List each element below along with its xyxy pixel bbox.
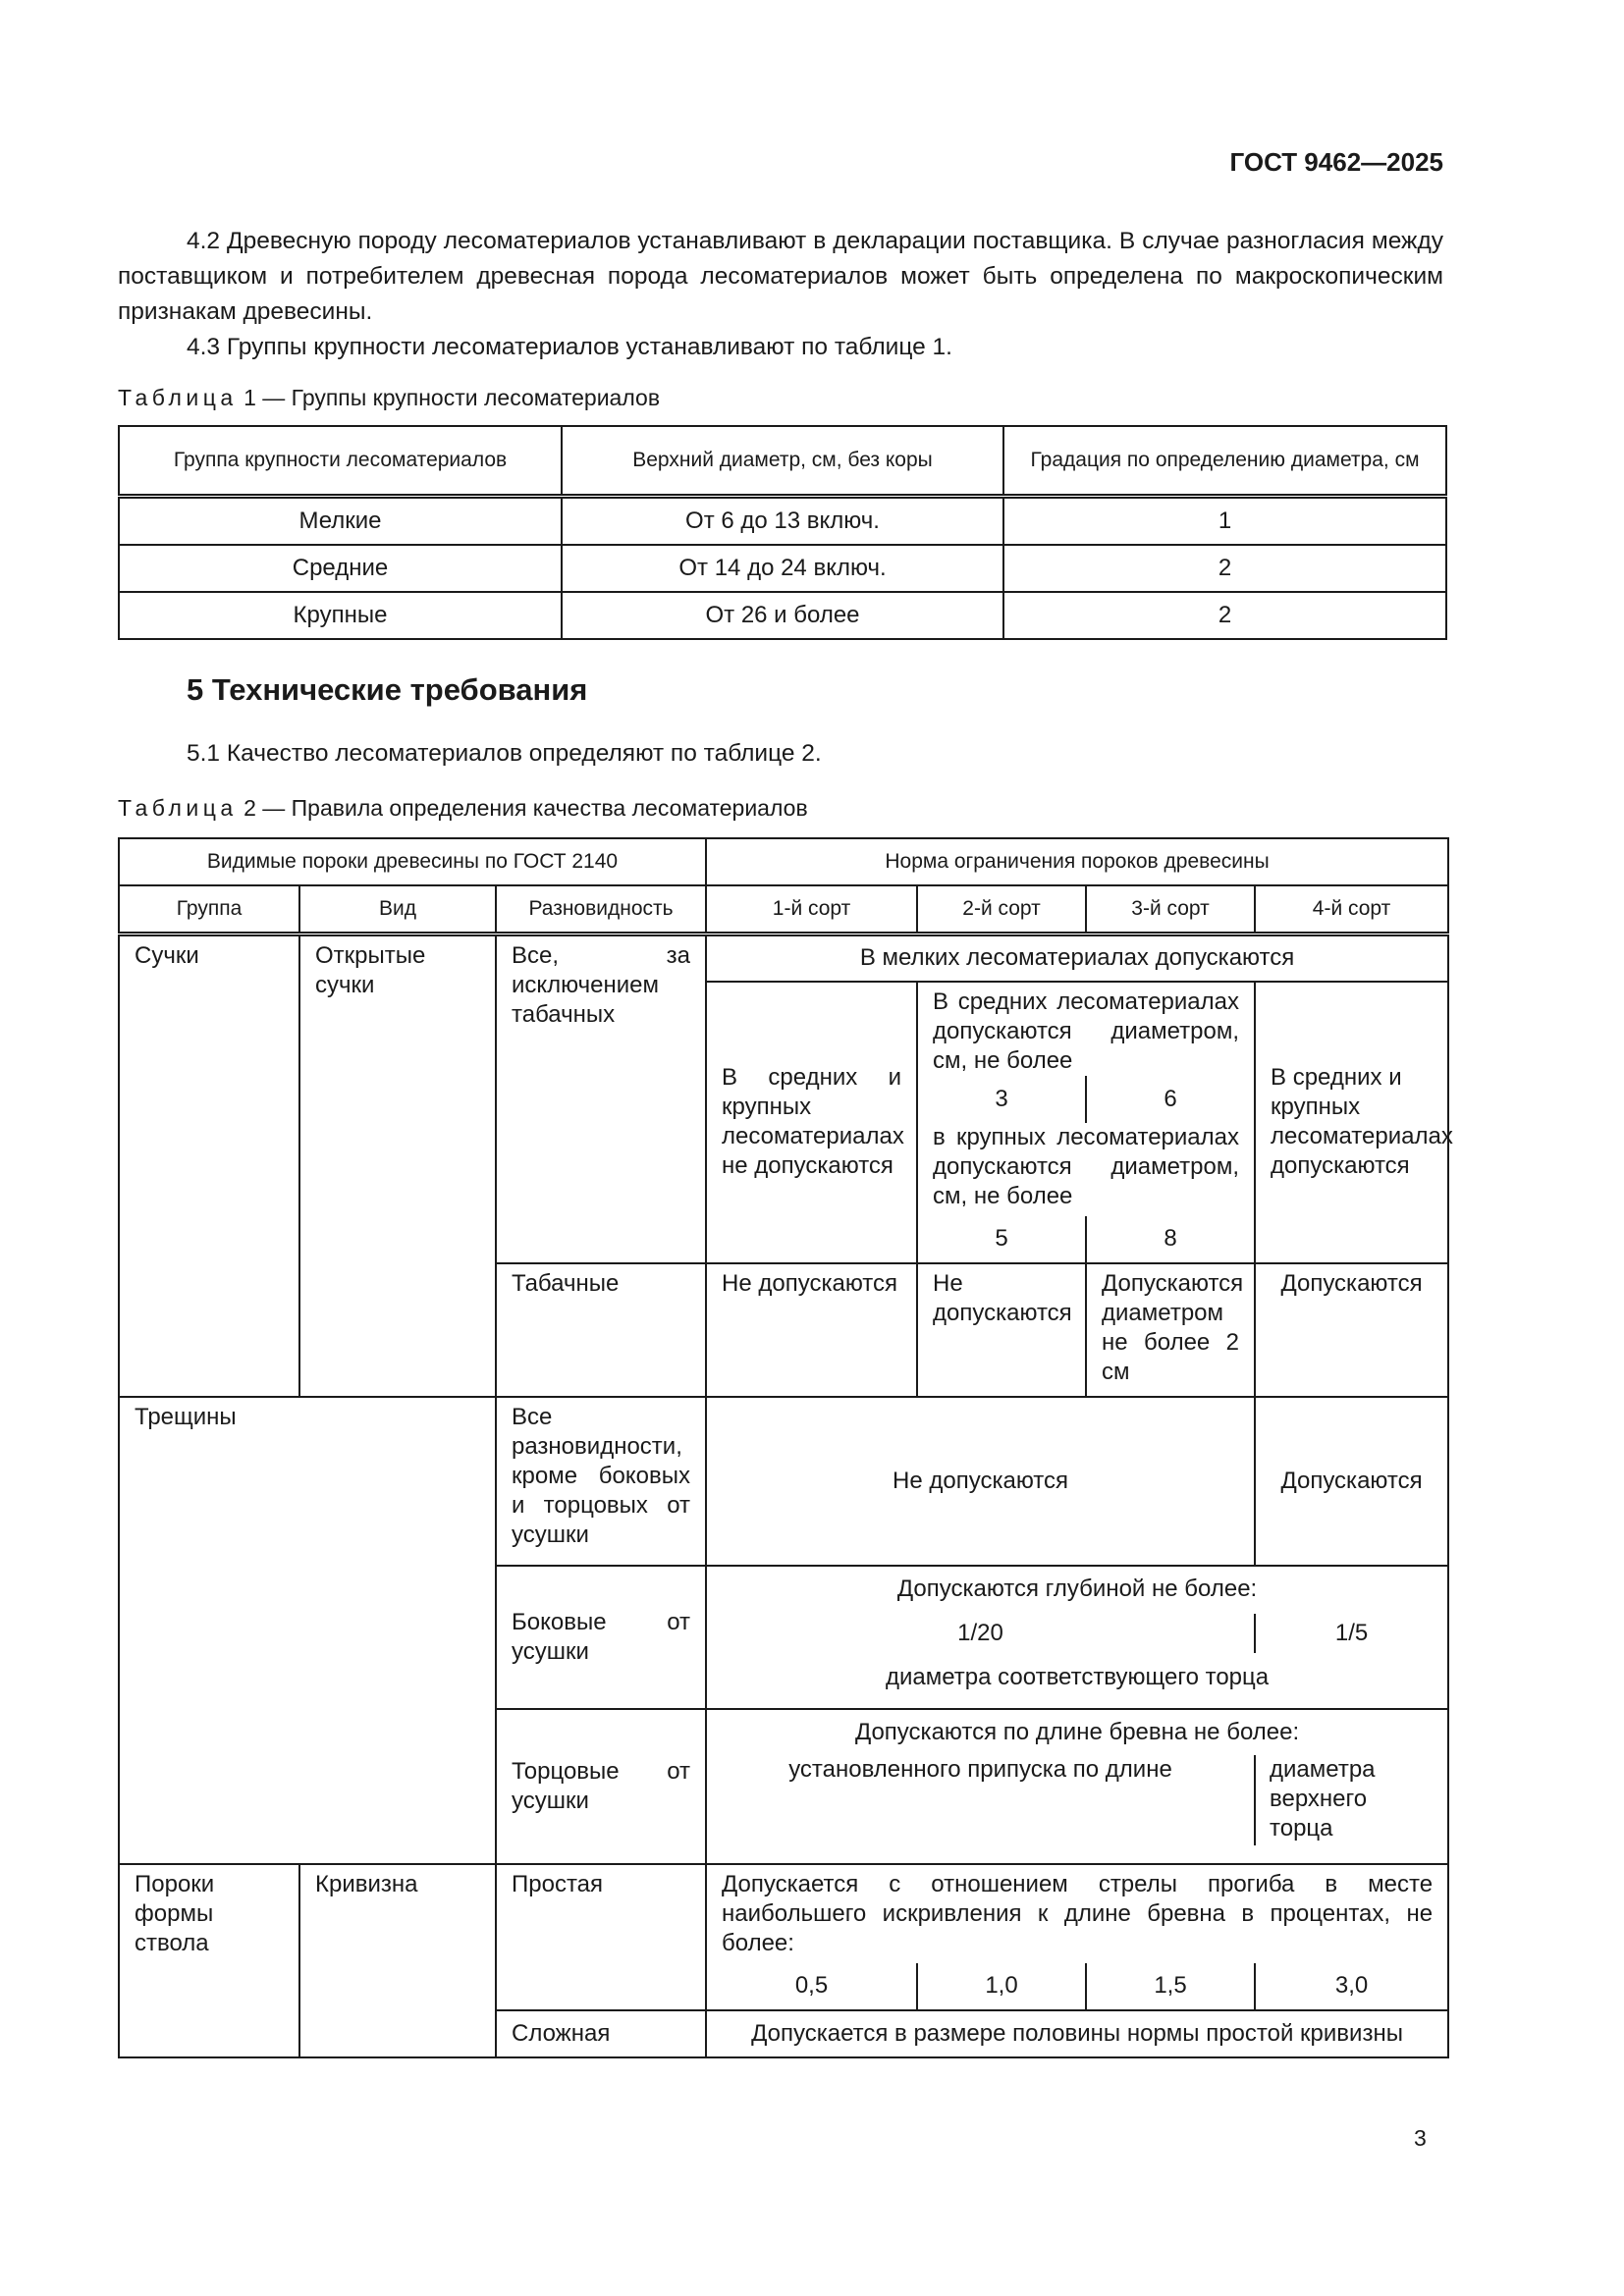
header-grade-1: 1-й сорт — [706, 885, 917, 934]
table-row — [119, 545, 1446, 592]
cell-tobacco-grade-4: Допускаются — [1255, 1263, 1448, 1397]
cell-shape-v2-text: Допускается в размере половины нормы простой кривизны — [706, 2010, 1448, 2057]
cell-knots-variety-1: Все, за исключением табачных — [496, 934, 706, 1263]
table-header-row — [119, 885, 1448, 934]
cell-cracks-group: Трещины — [119, 1397, 496, 1864]
cell-knots-large-grade-3: 8 — [1086, 1216, 1255, 1263]
cell-cracks-variety-1: Все разновидности, кроме боковых и торцовых от усушки — [496, 1397, 706, 1566]
cell-knots-variety-2: Табачные — [496, 1263, 706, 1397]
table2-caption — [118, 795, 808, 822]
cell-knots-large-grade-2: 5 — [917, 1216, 1086, 1263]
header-cell: Градация по определению диаметра, см — [1003, 426, 1446, 497]
cracks-v3-values — [707, 1755, 1447, 1845]
cell-knots-group: Сучки — [119, 934, 299, 1397]
header-grade-4: 4-й сорт — [1255, 885, 1448, 934]
table-header-row — [119, 426, 1446, 497]
cell-knots-medium-grade-3: 6 — [1086, 1076, 1255, 1123]
cracks-v2-grade-4: 1/5 — [1254, 1614, 1447, 1653]
cell-shape-v1-grade-2: 1,0 — [917, 1963, 1086, 2010]
cell-knots-grade-1: В средних и крупных лесоматериалах не допускаются — [706, 982, 917, 1263]
table-cell: Крупные — [119, 592, 562, 639]
header-variety: Разновидность — [496, 885, 706, 934]
cell-shape-variety-1: Простая — [496, 1864, 706, 2010]
cell-shape-v1-grade-1: 0,5 — [706, 1963, 917, 2010]
header-group: Группа — [119, 885, 299, 934]
cell-cracks-v1-grade-4: Допускаются — [1255, 1397, 1448, 1566]
cracks-v2-values — [707, 1614, 1447, 1653]
table-header-row — [119, 838, 1448, 885]
cell-shape-variety-2: Сложная — [496, 2010, 706, 2057]
cell-knots-grade-4: В средних и крупных лесоматериалах допускаются — [1255, 982, 1448, 1263]
cell-shape-v1-grade-4: 3,0 — [1255, 1963, 1448, 2010]
cell-knots-kind: Открытые сучки — [299, 934, 496, 1397]
table-cell: От 6 до 13 включ. — [562, 497, 1003, 546]
table-row — [119, 497, 1446, 546]
table2-caption-label: Таблица — [118, 795, 238, 821]
table-row — [119, 1397, 1448, 1566]
header-grade-3: 3-й сорт — [1086, 885, 1255, 934]
header-norm: Норма ограничения пороков древесины — [706, 838, 1448, 885]
table1-caption-text: 1 — Группы крупности лесоматериалов — [244, 385, 661, 410]
cracks-v2-value: 1/20 — [957, 1619, 1003, 1646]
document-number: ГОСТ 9462—2025 — [1229, 147, 1443, 177]
cell-cracks-v2-norm — [706, 1566, 1448, 1709]
table-cell: 2 — [1003, 545, 1446, 592]
cracks-v3-top: Допускаются по длине бревна не более: — [854, 1718, 1300, 1745]
cell-shape-kind: Кривизна — [299, 1864, 496, 2057]
header-cell: Верхний диаметр, см, без коры — [562, 426, 1003, 497]
table1-caption-label: Таблица — [118, 385, 238, 410]
section-5-title: 5 Технические требования — [187, 672, 588, 707]
table-row — [119, 1864, 1448, 1963]
cracks-v2-bottom: диаметра соответствующего торца — [885, 1663, 1270, 1690]
table-cell: От 14 до 24 включ. — [562, 545, 1003, 592]
table-size-groups — [118, 425, 1447, 640]
cell-tobacco-grade-2: Не допускаются — [917, 1263, 1086, 1397]
cell-tobacco-grade-1: Не допускаются — [706, 1263, 917, 1397]
header-defects: Видимые пороки древесины по ГОСТ 2140 — [119, 838, 706, 885]
header-kind: Вид — [299, 885, 496, 934]
paragraph-4-3: 4.3 Группы крупности лесоматериалов устанавливают по таблице 1. — [187, 334, 952, 360]
table-row — [119, 934, 1448, 982]
cracks-v2-top: Допускаются глубиной не более: — [896, 1575, 1258, 1602]
table-cell: Средние — [119, 545, 562, 592]
table-cell: 1 — [1003, 497, 1446, 546]
cell-knots-medium-text: В средних лесоматериалах допускаются диаметром, см, не более — [917, 982, 1255, 1076]
header-cell: Группа крупности лесоматериалов — [119, 426, 562, 497]
cell-shape-group: Пороки формы ствола — [119, 1864, 299, 2057]
cell-cracks-v3-norm — [706, 1709, 1448, 1864]
cell-tobacco-grade-3: Допускаются диаметром не более 2 см — [1086, 1263, 1255, 1397]
table-cell: Мелкие — [119, 497, 562, 546]
table-row — [119, 592, 1446, 639]
table2-caption-text: 2 — Правила определения качества лесоматериалов — [244, 795, 808, 821]
cell-cracks-v1-norm: Не допускаются — [706, 1397, 1255, 1566]
cell-shape-v1-grade-3: 1,5 — [1086, 1963, 1255, 2010]
cell-knots-large-text: в крупных лесоматериалах допускаются диаметром, см, не более — [917, 1123, 1255, 1216]
cracks-v3-grade-4: диаметра верхнего торца — [1254, 1755, 1447, 1845]
cell-cracks-variety-2: Боковые от усушки — [496, 1566, 706, 1709]
table-cell: От 26 и более — [562, 592, 1003, 639]
page-number: 3 — [1414, 2125, 1427, 2151]
cell-knots-medium-grade-2: 3 — [917, 1076, 1086, 1123]
paragraph-4-2: 4.2 Древесную породу лесоматериалов устанавливают в декларации поставщика. В случае разногласия между поставщиком и потребителем древесная порода лесоматериалов может быть определена по макроскопическим признакам древесины. — [118, 228, 1443, 325]
cell-shape-v1-text: Допускается с отношением стрелы прогиба в месте наибольшего искривления к длине бревна в процентах, не более: — [706, 1864, 1448, 1963]
header-grade-2: 2-й сорт — [917, 885, 1086, 934]
paragraph-5-1: 5.1 Качество лесоматериалов определяют по таблице 2. — [187, 740, 822, 767]
cracks-v3-norm-text: установленного припуска по длине — [788, 1755, 1172, 1783]
cell-cracks-variety-3: Торцовые от усушки — [496, 1709, 706, 1864]
table-cell: 2 — [1003, 592, 1446, 639]
table-quality-rules — [118, 837, 1453, 2058]
cell-knots-small: В мелких лесоматериалах допускаются — [706, 934, 1448, 982]
table1-caption — [118, 385, 660, 411]
